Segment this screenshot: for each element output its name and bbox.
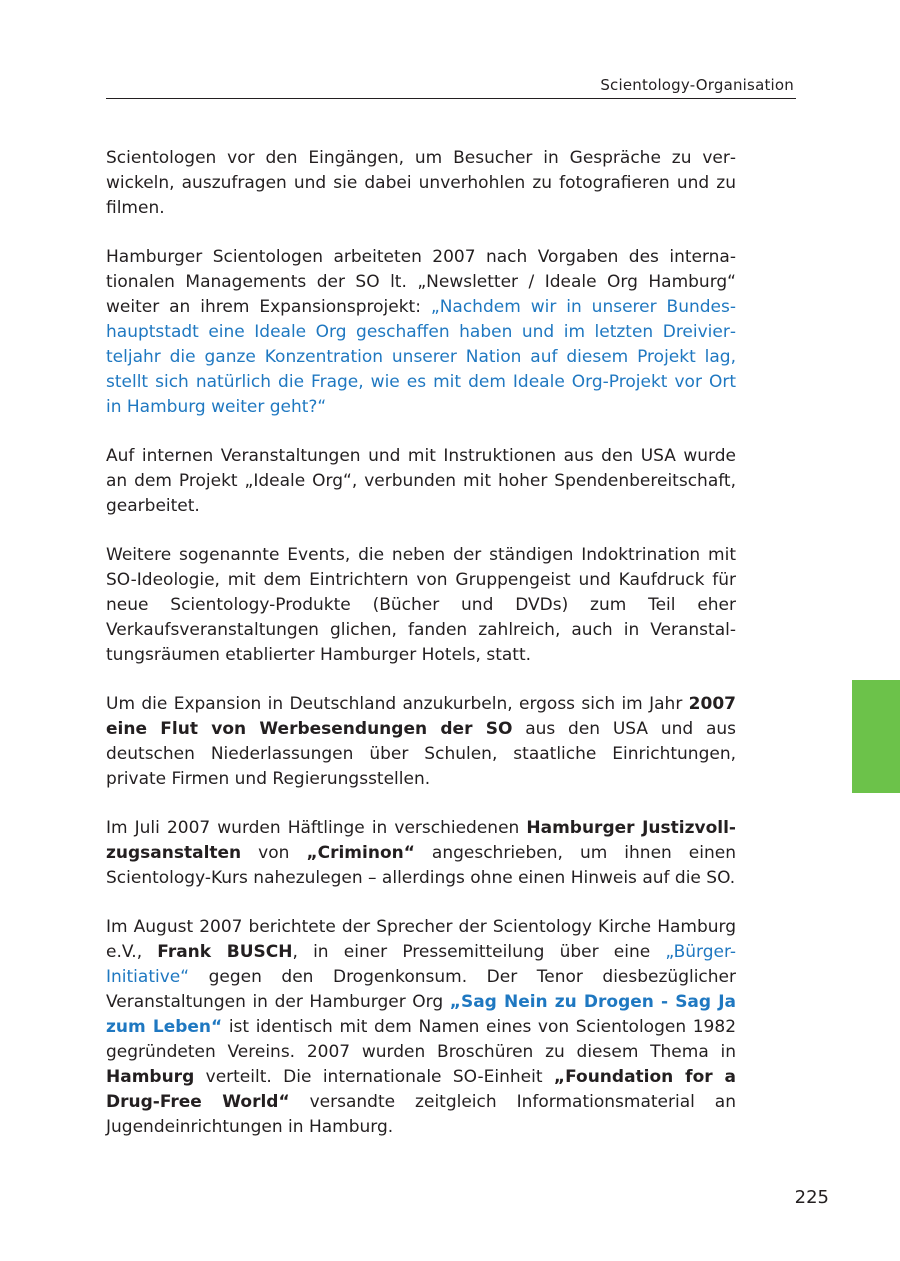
paragraph-6-text-a: Im Juli 2007 wurden Häftlinge in verschiedenen: [106, 818, 527, 838]
chapter-tab-marker: [852, 680, 900, 793]
running-header: Scientology-Organisation: [600, 76, 794, 94]
paragraph-7-quote-slogan: „Sag Nein zu Drogen - Sag Ja zum Leben“: [106, 992, 736, 1037]
paragraph-5-text-c: aus den USA und aus deutschen Niederlassungen über Schulen, staatliche Einrichtungen, private Firmen und Regierungsstellen.: [106, 719, 736, 789]
paragraph-4-text: Weitere sogenannte Events, die neben der ständigen Indoktrination mit SO-Ideologie, mit dem Eintrichtern von Gruppengeist und Kaufdruck für neue Scientology-Produkte (Bücher und DVDs) zum Teil eher Verkaufsveranstaltungen glichen, fanden zahlreich, auch in Veranstaltungsräumen etablierter Hamburger Hotels, statt.: [106, 545, 736, 665]
paragraph-5-emphasis: 2007 eine Flut von Werbesendungen der SO: [106, 694, 736, 739]
paragraph-7-text-g: ist identisch mit dem Namen eines von Scientologen 1982 gegründeten Vereins. 2007 wurden Broschüren zu diesem Thema in: [106, 1017, 737, 1062]
body-text: [106, 146, 736, 1164]
paragraph-7-emphasis-foundation: „Foundation for a Drug-Free World“: [106, 1067, 737, 1112]
paragraph-7-text-e: gegen den Drogenkonsum. Der Tenor diesbezüglicher Veranstaltungen in der Hamburger Org: [106, 967, 736, 1012]
paragraph-3: [106, 444, 736, 519]
header-rule: [106, 98, 796, 99]
paragraph-6-text-c: von: [241, 843, 307, 863]
paragraph-7-emphasis-name: Frank BUSCH: [157, 942, 293, 962]
paragraph-7-quote-initiative: „Bürger-Initiative“: [106, 942, 737, 987]
paragraph-6-text-e: angeschrieben, um ihnen einen Scientology-Kurs nahezulegen – allerdings ohne einen Hinweis auf die SO.: [106, 843, 736, 888]
paragraph-6: [106, 816, 736, 891]
paragraph-5-text-a: Um die Expansion in Deutschland anzukurbeln, ergoss sich im Jahr: [106, 694, 689, 714]
paragraph-2-text: Hamburger Scientologen arbeiteten 2007 nach Vorgaben des internationalen Managements der SO lt. „Newsletter / Ideale Org Hamburg“ weiter an ihrem Expansionsprojekt:: [106, 247, 736, 317]
paragraph-7: [106, 915, 736, 1140]
newsletter-quote: „Nachdem wir in unserer Bundeshauptstadt eine Ideale Org geschaffen haben und im letzten Dreivierteljahr die ganze Konzentration unserer Nation auf diesem Projekt lag, stellt sich natürlich die Frage, wie es mit dem Ideale Org-Projekt vor Ort in Hamburg weiter geht?“: [106, 297, 736, 417]
paragraph-7-text-i: verteilt. Die internationale SO-Einheit: [194, 1067, 554, 1087]
paragraph-2: [106, 245, 736, 420]
paragraph-7-emphasis-hamburg: Hamburg: [106, 1067, 195, 1087]
paragraph-3-text: Auf internen Veranstaltungen und mit Instruktionen aus den USA wurde an dem Projekt „Ideale Org“, verbunden mit hoher Spendenbereitschaft, gearbeitet.: [106, 446, 736, 516]
page-number: 225: [794, 1187, 829, 1208]
paragraph-5: [106, 692, 736, 792]
paragraph-7-text-c: , in einer Pressemitteilung über eine: [292, 942, 666, 962]
paragraph-7-text-k: versandte zeitgleich Informationsmaterial an Jugendeinrichtungen in Hamburg.: [106, 1092, 736, 1137]
paragraph-4: [106, 543, 736, 668]
paragraph-6-emphasis-jva: Hamburger Justizvollzugsanstalten: [106, 818, 736, 863]
paragraph-1: [106, 146, 736, 221]
paragraph-1-text: Scientologen vor den Eingängen, um Besucher in Gespräche zu verwickeln, auszufragen und sie dabei unverhohlen zu fotografieren und zu filmen.: [106, 148, 736, 218]
paragraph-7-text-a: Im August 2007 berichtete der Sprecher der Scientology Kirche Hamburg e.V.,: [106, 917, 736, 962]
paragraph-6-emphasis-criminon: „Criminon“: [306, 843, 415, 863]
